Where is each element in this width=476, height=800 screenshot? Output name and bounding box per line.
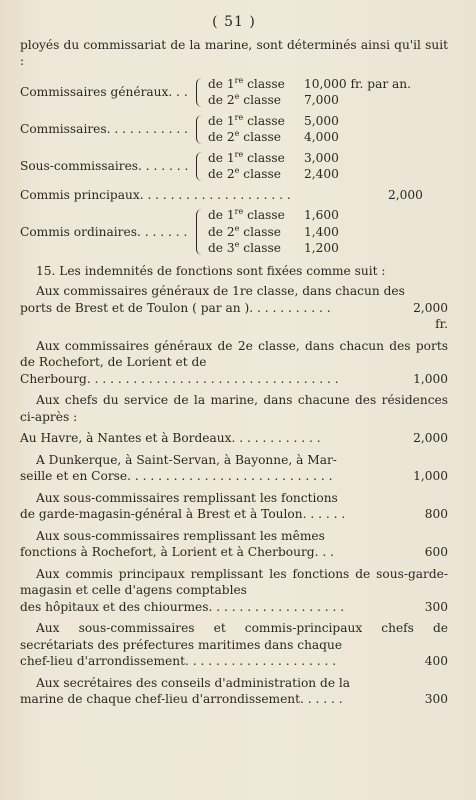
class-column [208,207,304,257]
brace [196,209,208,255]
commis-principaux-amount: 2,000 [388,187,423,202]
salary-group-2-label: Sous-commissaires. . . . . . . [20,158,189,173]
indemnity-text: Aux commissaires généraux de 1re classe, dans chacun des [36,284,405,298]
class-label: de 2e classe [208,91,281,107]
class-label: de 1re classe [208,149,285,165]
indemnity-line [20,653,448,670]
indemnity-item [20,528,448,561]
indemnity-line [20,599,448,616]
amount: 7,000 [304,93,339,107]
indemnity-text: Aux commis principaux remplissant les fonctions de sous-garde-magasin et celle d'agens comptables [20,566,448,597]
indemnity-amount: 1,000 [413,371,448,386]
indemnity-text: Aux sous-commissaires remplissant les mêmes [36,528,325,543]
amount: 3,000 [304,150,339,165]
indemnity-item [20,338,448,388]
indemnity-item [20,620,448,670]
indemnity-line [20,300,448,333]
amount: 4,000 [304,130,339,144]
amount: 1,600 [304,208,339,222]
commis-ordinaires-label: Commis ordinaires. . . . . . . [20,224,188,239]
class-column [208,113,304,146]
indemnity-amount: 400 [424,654,448,668]
indemnity-text: Aux sous-commissaires et commis-principaux chefs de secrétariats des préfectures maritimes dans chaque [20,621,448,652]
indemnity-recipient: de garde-magasin-général à Brest et à Toulon. . . . . . [20,507,346,521]
amount: 1,200 [304,241,339,255]
salary-group-1-label: Commissaires. . . . . . . . . . . [20,121,188,136]
indemnity-amount: 2,000 fr. [413,300,448,331]
indemnity-item [20,490,448,523]
indemnity-item [20,430,448,447]
brace [196,115,208,144]
indemnity-amount: 300 [424,692,448,706]
indemnity-amount: 2,000 [413,431,448,445]
amount-column [304,150,448,183]
indemnity-amount: 600 [424,545,448,559]
indemnity-recipient: chef-lieu d'arrondissement. . . . . . . . . . . . . . . . . . . . [20,654,337,668]
intro-paragraph: ployés du commissariat de la marine, sont déterminés ainsi qu'il suit : [20,37,448,68]
commis-ordinaires-group [20,207,448,257]
indemnity-recipient: Cherbourg. . . . . . . . . . . . . . . . . . . . . . . . . . . . . . . . . [20,371,339,386]
indemnity-text: Aux commissaires généraux de 2e classe, dans chacun des ports de Rochefort, de Lorient et de [20,338,448,369]
amount-column [304,113,448,146]
indemnity-text: A Dunkerque, à Saint-Servan, à Bayonne, à Mar- [36,452,337,467]
amount: 2,400 [304,167,339,181]
indemnity-amount: 1,000 [413,469,448,483]
indemnity-amount: 300 [424,599,448,614]
page-number: ( 51 ) [212,14,256,30]
salary-group-2 [20,150,448,183]
indemnity-amount: 800 [424,507,448,521]
indemnity-line [20,506,448,523]
salary-group-0 [20,76,448,109]
brace [196,152,208,181]
indemnity-item [20,392,448,425]
amount: 1,400 [304,224,339,239]
amount: 5,000 [304,113,339,128]
class-label: de 1re classe [208,206,285,222]
indemnity-recipient: fonctions à Rochefort, à Lorient et à Cherbourg. . . [20,545,334,559]
indemnity-text: Aux chefs du service de la marine, dans chacune des résidences ci-après : [20,393,448,424]
section-15-heading: 15. Les indemnités de fonctions sont fixées comme suit : [36,263,386,278]
indemnity-item [20,283,448,333]
class-column [208,150,304,183]
amount-column [304,207,448,257]
salary-group-1 [20,113,448,146]
salary-group-0-label: Commissaires généraux. . . [20,84,188,99]
indemnity-recipient: marine de chaque chef-lieu d'arrondissement. . . . . . [20,692,343,706]
indemnity-line [20,468,448,485]
indemnity-recipient: des hôpitaux et des chiourmes. . . . . . . . . . . . . . . . . . [20,599,345,614]
amount: 10,000 fr. par an. [304,76,412,91]
indemnity-item [20,452,448,485]
brace [196,78,208,107]
commis-ordinaires [20,207,448,257]
class-label: de 2e classe [208,223,281,239]
indemnity-line [20,544,448,561]
salary-table [20,76,448,183]
class-label: de 1re classe [208,112,285,128]
class-label: de 2e classe [208,128,281,144]
indemnity-item [20,675,448,708]
indemnity-line [20,430,448,447]
indemnity-recipient: Au Havre, à Nantes et à Bordeaux. . . . . . . . . . . . [20,431,321,445]
indemnity-recipient: ports de Brest et de Toulon ( par an ). . . . . . . . . . . [20,300,331,315]
indemnity-recipient: seille et en Corse. . . . . . . . . . . . . . . . . . . . . . . . . . . [20,469,333,483]
class-label: de 3e classe [208,239,281,255]
commis-principaux-row [20,187,448,204]
indemnity-item [20,566,448,616]
commis-principaux-label: Commis principaux. . . . . . . . . . . . . . . . . . . . [20,187,291,202]
class-column [208,76,304,109]
indemnity-text: Aux secrétaires des conseils d'administration de la [36,675,351,690]
indemnity-line [20,371,448,388]
indemnities-list [20,283,448,708]
amount-column [304,76,448,109]
indemnity-text: Aux sous-commissaires remplissant les fonctions [36,490,338,505]
class-label: de 2e classe [208,165,281,181]
class-label: de 1re classe [208,75,285,91]
indemnity-line [20,691,448,708]
